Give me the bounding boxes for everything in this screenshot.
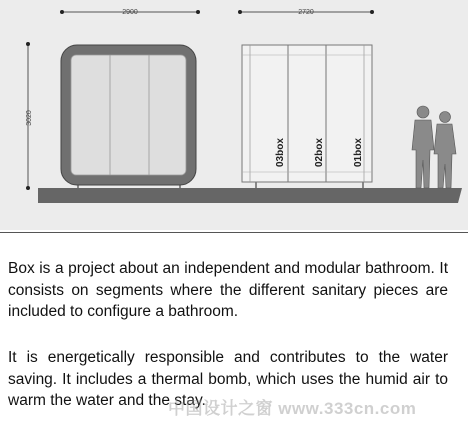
segment-label-03: 03box <box>275 138 286 167</box>
dimension-width-right <box>238 9 374 16</box>
dimension-width-left-label: 2900 <box>122 9 138 16</box>
segment-label-01: 01box <box>353 138 364 167</box>
section-divider <box>0 232 468 233</box>
description-paragraph-2: It is energetically responsible and contributes to the water saving. It includes a thermal bomb, which uses the humid air to warm the water and the stay. <box>8 349 448 409</box>
floor-slab <box>38 188 462 203</box>
human-figures <box>412 106 456 188</box>
dimension-height <box>26 42 33 190</box>
segmented-module <box>242 45 372 188</box>
segment-label-02: 02box <box>314 138 325 167</box>
watermark: 中国设计之窗 www.333cn.com <box>168 399 417 418</box>
description-paragraph-1: Box is a project about an independent and modular bathroom. It consists on segments where the different sanitary pieces are included to configure a bathroom. <box>8 260 448 320</box>
dimension-height-label: 3020 <box>26 110 33 126</box>
closed-module <box>61 45 196 188</box>
dimension-width-left <box>60 9 200 16</box>
dimension-width-right-label: 2720 <box>298 9 314 16</box>
